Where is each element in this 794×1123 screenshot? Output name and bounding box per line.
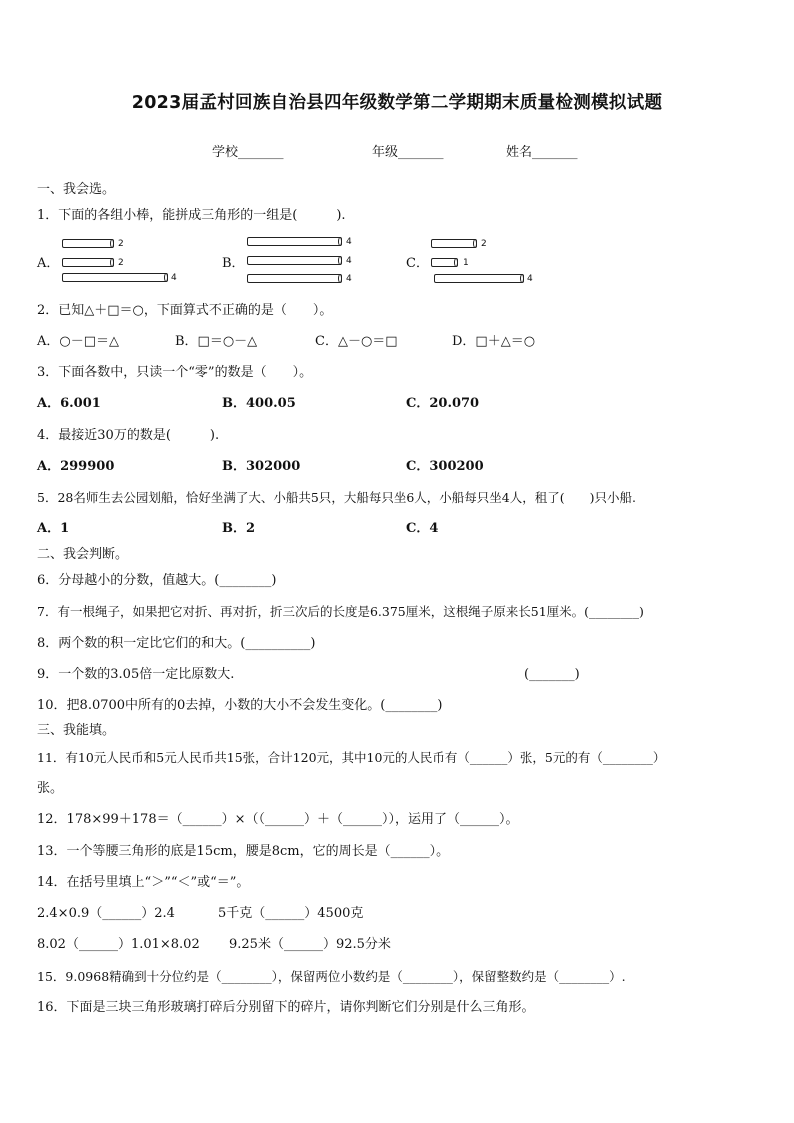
question-5: 5．28名师生去公园划船，恰好坐满了大、小船共5只，大船每只坐6人，小船每只坐4人，租了( )只小船. <box>37 490 636 505</box>
name-field: 姓名_______ <box>506 145 578 160</box>
stick-length-label: 4 <box>346 274 352 284</box>
q4-option-a: A．299900 <box>37 459 115 474</box>
section-heading-fill: 三、我能填。 <box>37 723 116 738</box>
question-12: 12．178×99＋178＝（______）×（（______）＋（______）），运用了（______）。 <box>37 812 519 827</box>
question-2: 2．已知△＋□＝○，下面算式不正确的是（ ）。 <box>37 303 333 318</box>
question-6: 6．分母越小的分数，值越大。(________) <box>37 573 277 588</box>
stick-length-label: 4 <box>346 237 352 247</box>
stick <box>434 274 524 283</box>
stick-length-label: 2 <box>118 258 124 268</box>
page-title: 2023届孟村回族自治县四年级数学第二学期期末质量检测模拟试题 <box>131 93 663 113</box>
stick <box>62 258 114 267</box>
question-1: 1．下面的各组小棒，能拼成三角形的一组是( ). <box>37 208 346 223</box>
q1-option-b-label: B． <box>222 256 245 271</box>
question-14: 14．在括号里填上“＞”“＜”或“＝”。 <box>37 875 250 890</box>
question-9: 9．一个数的3.05倍一定比原数大. <box>37 667 235 682</box>
q14-compare-4: 9.25米（______）92.5分米 <box>229 937 391 952</box>
question-8: 8．两个数的积一定比它们的和大。(__________) <box>37 636 316 651</box>
q5-option-a: A．1 <box>37 521 70 536</box>
q2-option-d: D．□＋△＝○ <box>452 334 536 349</box>
stick <box>431 239 477 248</box>
q3-option-a: A．6.001 <box>37 396 101 411</box>
section-heading-judge: 二、我会判断。 <box>37 547 129 562</box>
q1-option-b-sticks <box>247 237 367 287</box>
stick <box>247 237 342 246</box>
q1-option-c-label: C． <box>406 256 429 271</box>
question-3: 3．下面各数中，只读一个“零”的数是（ ）。 <box>37 365 313 380</box>
question-10: 10．把8.0700中所有的0去掉，小数的大小不会发生变化。(________) <box>37 698 443 713</box>
question-13: 13．一个等腰三角形的底是15cm，腰是8cm，它的周长是（______）。 <box>37 844 450 859</box>
school-field: 学校_______ <box>212 145 284 160</box>
q14-compare-2: 5千克（______）4500克 <box>218 906 364 921</box>
q1-option-c-sticks <box>431 239 541 289</box>
q4-option-b: B．302000 <box>222 459 301 474</box>
q5-option-c: C．4 <box>406 521 439 536</box>
stick <box>247 256 342 265</box>
stick <box>431 258 458 267</box>
q1-option-a-label: A． <box>37 256 60 271</box>
stick-length-label: 1 <box>463 258 469 268</box>
q14-compare-1: 2.4×0.9（______）2.4 <box>37 906 175 921</box>
q2-option-a: A．○－□＝△ <box>37 334 120 349</box>
stick-length-label: 2 <box>118 239 124 249</box>
q14-compare-3: 8.02（______）1.01×8.02 <box>37 937 200 952</box>
question-16: 16．下面是三块三角形玻璃打碎后分别留下的碎片，请你判断它们分别是什么三角形。 <box>37 1000 535 1015</box>
question-7: 7．有一根绳子，如果把它对折、再对折，折三次后的长度是6.375厘米，这根绳子原来长51厘米。(________) <box>37 604 644 619</box>
question-11-continuation: 张。 <box>37 781 64 796</box>
stick-length-label: 4 <box>346 256 352 266</box>
q3-option-b: B．400.05 <box>222 396 296 411</box>
q2-option-b: B．□＝○－△ <box>175 334 258 349</box>
stick <box>62 239 114 248</box>
question-9-blank: (_______) <box>524 667 580 682</box>
question-4: 4．最接近30万的数是( ). <box>37 428 220 443</box>
stick-length-label: 4 <box>171 273 177 283</box>
q2-option-c: C．△－○＝□ <box>315 334 398 349</box>
question-15: 15．9.0968精确到十分位约是（________），保留两位小数约是（________），保留整数约是（________）. <box>37 969 626 984</box>
stick <box>62 273 168 282</box>
stick-length-label: 2 <box>481 239 487 249</box>
section-heading-choose: 一、我会选。 <box>37 182 116 197</box>
q5-option-b: B．2 <box>222 521 256 536</box>
grade-field: 年级_______ <box>372 145 444 160</box>
stick <box>247 274 342 283</box>
q4-option-c: C．300200 <box>406 459 484 474</box>
stick-length-label: 4 <box>527 274 533 284</box>
question-11: 11．有10元人民币和5元人民币共15张，合计120元，其中10元的人民币有（______）张，5元的有（________） <box>37 750 666 765</box>
q1-option-a-sticks <box>62 239 202 287</box>
q3-option-c: C．20.070 <box>406 396 480 411</box>
